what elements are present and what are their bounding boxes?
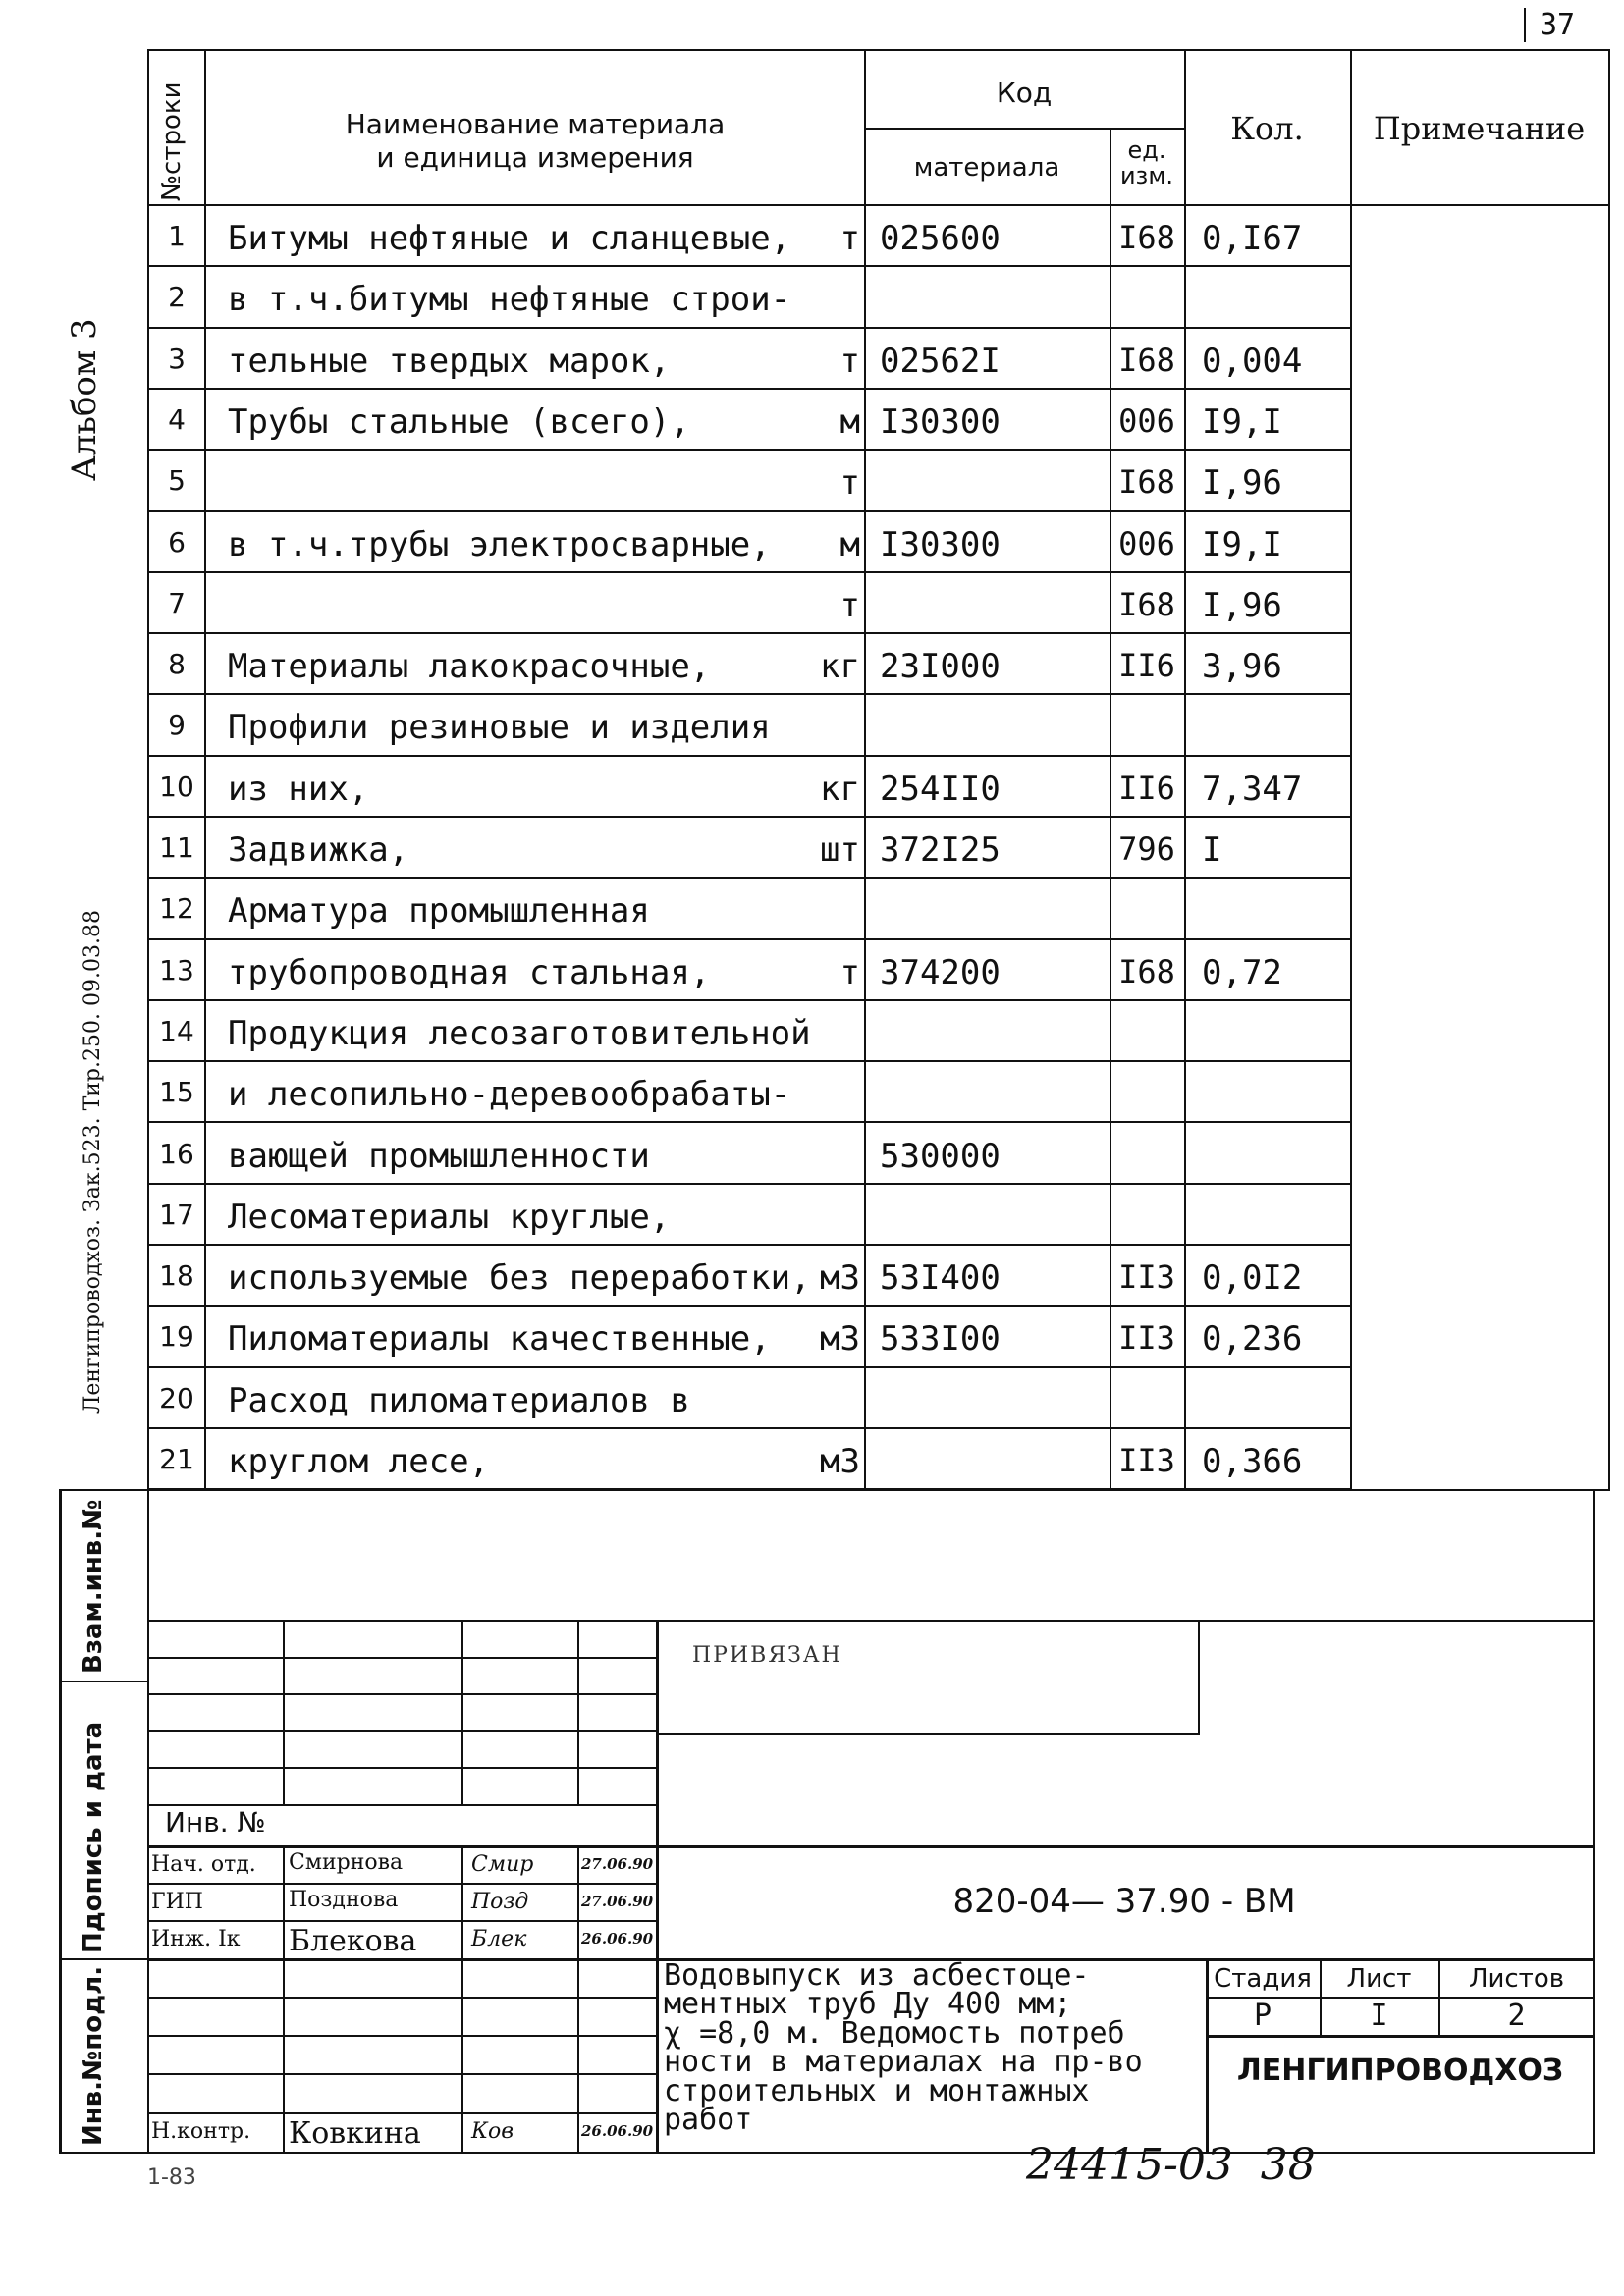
unit-code: 796 [1118, 830, 1175, 868]
description-line-3: χ =8,0 м. Ведомость потреб [664, 2015, 1125, 2051]
document-code: 820-04— 37.90 - ВМ [952, 1882, 1296, 1921]
row-number: 18 [159, 1259, 194, 1292]
description-line-5: строительных и монтажных [664, 2073, 1090, 2109]
unit-code: I68 [1118, 586, 1175, 623]
material-name: из них, [228, 770, 369, 809]
description-line-2: ментных труб Ду 400 мм; [664, 1987, 1072, 2022]
material-name: тельные твердых марок, [228, 342, 671, 381]
row-divider [147, 327, 1350, 329]
material-name: Лесоматериалы круглые, [228, 1198, 671, 1237]
row-number: 14 [159, 1015, 194, 1047]
row-divider [147, 1121, 1350, 1123]
sheets-label: Листов [1468, 1964, 1565, 1994]
unit-abbrev: м [839, 402, 860, 442]
row-divider [147, 632, 1350, 634]
sign-date: 27.06.90 [581, 1893, 654, 1910]
material-code: 53I400 [880, 1258, 1001, 1298]
signer-name: Позднова [289, 1888, 399, 1912]
material-code: 025600 [880, 219, 1001, 258]
unit-abbrev: т [839, 586, 860, 625]
signer-name: Ковкина [289, 2116, 421, 2151]
material-name: Расход пиломатериалов в [228, 1381, 690, 1420]
sign-date: 26.06.90 [581, 2122, 654, 2140]
stage-value: Р [1253, 1999, 1272, 2033]
signature: Позд [471, 1890, 529, 1914]
unit-abbrev: шт [820, 830, 860, 870]
unit-code: II6 [1118, 647, 1175, 684]
quantity: I [1202, 830, 1222, 870]
row-divider [147, 755, 1350, 757]
signature: Блек [471, 1927, 527, 1951]
material-name: в т.ч.трубы электросварные, [228, 525, 771, 564]
header-material-code: материала [913, 153, 1060, 183]
material-name: и лесопильно-деревообрабаты- [228, 1075, 791, 1114]
unit-abbrev: т [839, 342, 860, 381]
unit-abbrev: т [839, 953, 860, 992]
signer-role: ГИП [151, 1890, 203, 1914]
unit-code: II3 [1118, 1319, 1175, 1357]
material-name: Трубы стальные (всего), [228, 402, 690, 442]
footer-number: 24415-03 38 [1026, 2140, 1316, 2190]
row-divider [147, 510, 1350, 512]
quantity: I9,I [1202, 525, 1282, 564]
description-line-6: работ [664, 2102, 753, 2137]
privyazan-label: ПРИВЯЗАН [692, 1643, 842, 1668]
row-number: 12 [159, 892, 194, 925]
row-divider [147, 1244, 1350, 1246]
sheet-label: Лист [1346, 1964, 1412, 1994]
row-number: 17 [159, 1199, 194, 1231]
row-number: 19 [159, 1320, 194, 1353]
quantity: 3,96 [1202, 647, 1282, 686]
material-name: круглом лесе, [228, 1442, 490, 1481]
page-number: 37 [1524, 8, 1575, 42]
quantity: 7,347 [1202, 770, 1303, 809]
material-code: 372I25 [880, 830, 1001, 870]
unit-code: 006 [1118, 525, 1175, 562]
document-description [664, 1958, 1143, 2137]
header-row-number: №строки [157, 81, 187, 201]
print-stamp: Ленгипроводхоз. Зак.523. Тир.250. 09.03.88 [81, 910, 105, 1414]
row-number: 1 [168, 220, 186, 252]
header-note: Примечание [1373, 110, 1586, 147]
signature: Смир [471, 1852, 534, 1877]
unit-code: I68 [1118, 219, 1175, 256]
material-name: Пиломатериалы качественные, [228, 1319, 771, 1359]
unit-abbrev: т [839, 219, 860, 258]
label-vzam-inv: Взам.инв.№ [79, 1499, 108, 1674]
label-podpis-data: Пдопись и дата [79, 1721, 108, 1953]
row-divider [147, 693, 1350, 695]
description-line-4: ности в материалах на пр-во [664, 2045, 1143, 2080]
row-number: 16 [159, 1138, 194, 1170]
row-divider [147, 1305, 1350, 1307]
row-number: 13 [159, 954, 194, 987]
material-name: Профили резиновые и изделия [228, 708, 771, 747]
material-code: 533I00 [880, 1319, 1001, 1359]
sign-date: 27.06.90 [581, 1855, 654, 1873]
row-divider [147, 388, 1350, 390]
row-number: 15 [159, 1076, 194, 1108]
quantity: I,96 [1202, 463, 1282, 503]
row-number: 5 [168, 464, 186, 497]
row-divider [147, 938, 1350, 940]
header-code: Код [996, 77, 1053, 109]
material-code: 23I000 [880, 647, 1001, 686]
material-code: 254II0 [880, 770, 1001, 809]
unit-code: II3 [1118, 1258, 1175, 1296]
row-divider [147, 571, 1350, 573]
unit-code: I68 [1118, 953, 1175, 990]
quantity: I,96 [1202, 586, 1282, 625]
description-line-1: Водовыпуск из асбестоце- [664, 1958, 1090, 1993]
row-number: 10 [159, 771, 194, 803]
material-name: вающей промышленности [228, 1137, 650, 1176]
row-divider [147, 1183, 1350, 1185]
header-quantity: Кол. [1230, 110, 1304, 147]
signature: Ков [471, 2119, 514, 2144]
unit-code: I68 [1118, 342, 1175, 379]
row-number: 9 [168, 709, 186, 741]
material-code: 530000 [880, 1137, 1001, 1176]
row-divider [147, 449, 1350, 451]
material-code: 02562I [880, 342, 1001, 381]
unit-abbrev: м3 [820, 1258, 860, 1298]
material-name: в т.ч.битумы нефтяные строи- [228, 280, 791, 319]
material-name: Материалы лакокрасочные, [228, 647, 711, 686]
row-number: 8 [168, 648, 186, 680]
quantity: I9,I [1202, 402, 1282, 442]
material-name: используемые без переработки, [228, 1258, 811, 1298]
row-number: 11 [159, 831, 194, 864]
unit-code: 006 [1118, 402, 1175, 440]
material-name: Задвижка, [228, 830, 409, 870]
row-number: 21 [159, 1443, 194, 1475]
row-divider [147, 1366, 1350, 1368]
signer-role: Нач. отд. [151, 1852, 256, 1877]
quantity: 0,I67 [1202, 219, 1303, 258]
organization-name: ЛЕНГИПРОВОДХОЗ [1236, 2054, 1564, 2088]
unit-abbrev: т [839, 463, 860, 503]
unit-abbrev: м3 [820, 1319, 860, 1359]
row-divider [147, 816, 1350, 818]
unit-abbrev: м3 [820, 1442, 860, 1481]
quantity: 0,366 [1202, 1442, 1303, 1481]
material-code: I30300 [880, 402, 1001, 442]
sign-date: 26.06.90 [581, 1930, 654, 1948]
unit-code: II3 [1118, 1442, 1175, 1479]
row-divider [147, 877, 1350, 879]
row-number: 3 [168, 343, 186, 375]
signer-role: Инж. Iк [151, 1927, 241, 1951]
row-number: 7 [168, 587, 186, 619]
header-material-name: Наименование материала и единица измерения [345, 108, 726, 174]
row-number: 6 [168, 526, 186, 559]
row-divider [147, 1060, 1350, 1062]
header-unit: ед. изм. [1119, 136, 1174, 190]
quantity: 0,0I2 [1202, 1258, 1303, 1298]
material-code: I30300 [880, 525, 1001, 564]
footer-left: 1-83 [147, 2165, 196, 2190]
unit-abbrev: кг [820, 770, 860, 809]
material-name: Арматура промышленная [228, 891, 650, 931]
sheets-value: 2 [1507, 1999, 1526, 2033]
row-number: 2 [168, 281, 186, 313]
signer-role: Н.контр. [151, 2119, 251, 2144]
quantity: 0,004 [1202, 342, 1303, 381]
unit-abbrev: м [839, 525, 860, 564]
stage-label: Стадия [1214, 1964, 1312, 1994]
material-name: Битумы нефтяные и сланцевые, [228, 219, 791, 258]
quantity: 0,72 [1202, 953, 1282, 992]
inv-no-label: Инв. № [165, 1806, 266, 1839]
label-inv-podl: Инв.№подл. [79, 1965, 108, 2146]
signer-name: Смирнова [289, 1850, 404, 1875]
material-name: трубопроводная стальная, [228, 953, 711, 992]
unit-code: I68 [1118, 463, 1175, 501]
unit-abbrev: кг [820, 647, 860, 686]
row-divider [147, 265, 1350, 267]
sheet-value: I [1370, 1999, 1388, 2033]
material-name: Продукция лесозаготовительной [228, 1014, 811, 1053]
album-label: Альбом 3 [65, 318, 104, 481]
unit-code: II6 [1118, 770, 1175, 807]
row-number: 4 [168, 403, 186, 436]
row-divider [147, 999, 1350, 1001]
row-divider [147, 1488, 1350, 1490]
material-code: 374200 [880, 953, 1001, 992]
row-number: 20 [159, 1382, 194, 1415]
quantity: 0,236 [1202, 1319, 1303, 1359]
signer-name: Блекова [289, 1924, 417, 1958]
row-divider [147, 1427, 1350, 1429]
